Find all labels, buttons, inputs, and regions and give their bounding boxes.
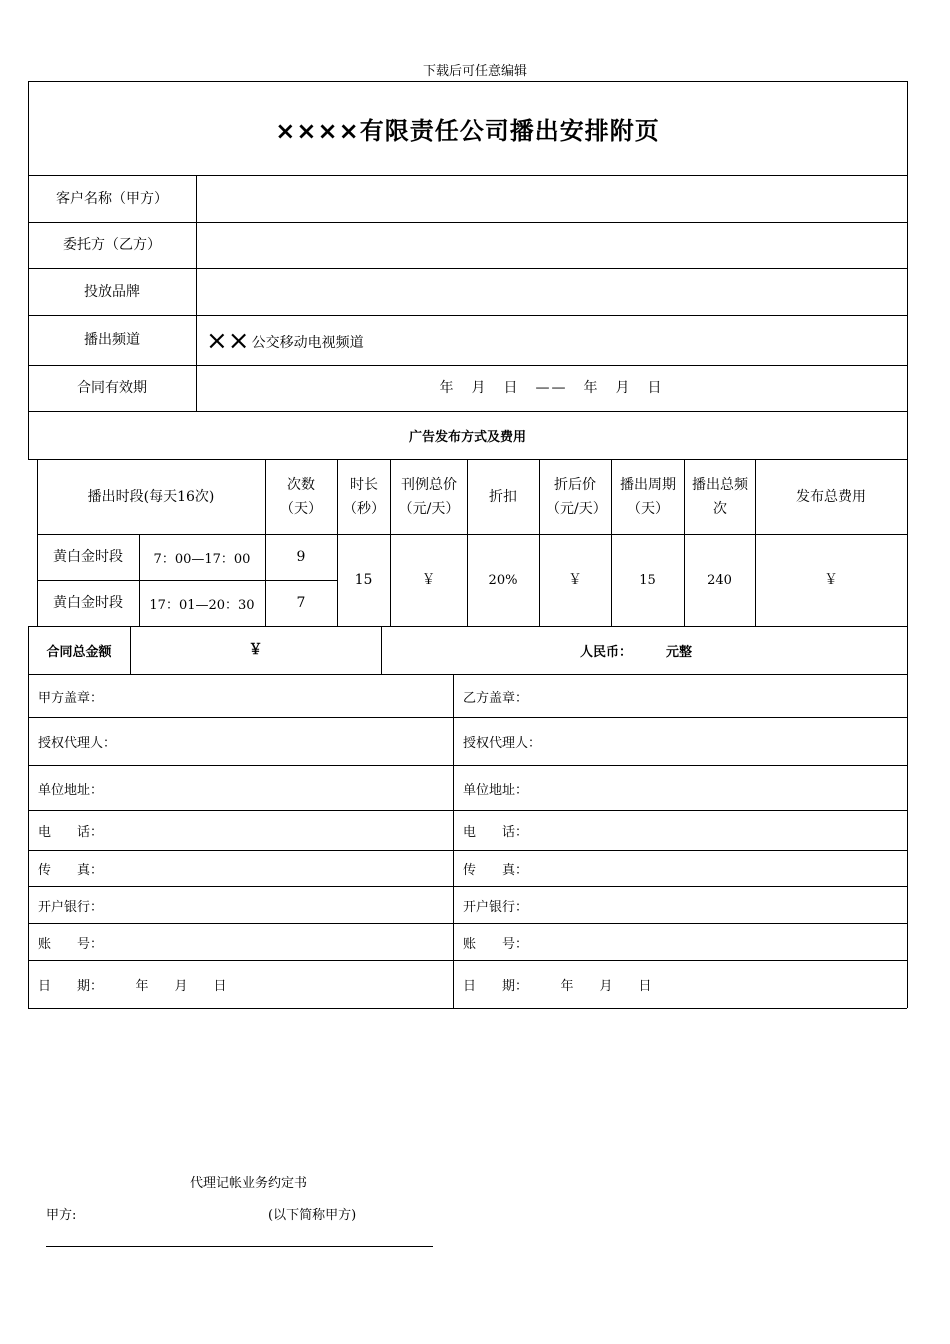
col-total-times: 播出总频次 [692, 476, 748, 517]
section-title: 广告发布方式及费用 [408, 430, 526, 445]
value-agent[interactable] [204, 223, 904, 268]
channel-name: 公交移动电视频道 [251, 335, 364, 352]
row2-slot: 黄白金时段 [53, 595, 123, 612]
value-brand[interactable] [204, 269, 904, 315]
party-a-date[interactable]: 日 期： 年 月 日 [38, 979, 227, 994]
footer-party-a-note: (以下简称甲方) [268, 1208, 357, 1223]
merged-total-times: 240 [707, 573, 732, 588]
merged-cycle: 15 [639, 573, 656, 588]
channel-prefix: ×× [206, 325, 250, 356]
rule [28, 1008, 907, 1009]
col-count: 次数（天） [280, 476, 322, 517]
page-title: ××××有限责任公司播出安排附页 [275, 117, 660, 145]
col-net-price: 折后价（元/天） [546, 476, 607, 517]
merged-list-price: ￥ [421, 572, 436, 589]
col-cycle: 播出周期（天） [620, 476, 676, 517]
footer-underline [46, 1246, 433, 1247]
col-period: 播出时段(每天16次) [87, 488, 215, 505]
party-b-fax[interactable]: 传 真： [463, 863, 529, 878]
rmb-suffix: 元整 [666, 645, 693, 660]
label-brand: 投放品牌 [84, 283, 140, 300]
party-a-phone[interactable]: 电 话： [38, 825, 104, 840]
col-list-price: 刊例总价（元/天） [398, 476, 460, 517]
col-total-fee: 发布总费用 [796, 488, 866, 505]
party-b-seal[interactable]: 乙方盖章： [463, 690, 529, 706]
row2-count: 7 [296, 595, 306, 612]
merged-net-price: ￥ [568, 572, 582, 589]
row1-slot: 黄白金时段 [53, 549, 123, 566]
rule [381, 626, 382, 674]
merged-duration: 15 [354, 572, 373, 589]
col-discount: 折扣 [489, 488, 517, 505]
party-b-bank[interactable]: 开户银行： [463, 899, 529, 915]
row1-count: 9 [296, 549, 306, 566]
party-b-address[interactable]: 单位地址： [463, 782, 529, 798]
total-value[interactable]: ￥ [248, 642, 263, 659]
party-a-seal[interactable]: 甲方盖章： [38, 690, 104, 706]
table-border-left-bottom [28, 626, 29, 1008]
label-valid-period: 合同有效期 [77, 380, 147, 397]
value-valid-period[interactable]: 年 月 日 —— 年 月 日 [439, 380, 664, 397]
table-border-right [907, 81, 908, 1008]
total-label: 合同总金额 [46, 645, 112, 660]
col-duration: 时长（秒） [343, 476, 385, 517]
party-b-date[interactable]: 日 期： 年 月 日 [463, 979, 652, 994]
value-client-name[interactable] [204, 176, 904, 222]
row2-time: 17：01—20：30 [149, 598, 255, 613]
party-b-phone[interactable]: 电 话： [463, 825, 529, 840]
party-a-bank[interactable]: 开户银行： [38, 899, 104, 915]
rmb-amount[interactable] [580, 627, 780, 674]
row1-time: 7：00—17：00 [153, 552, 251, 567]
merged-total-fee: ￥ [824, 572, 838, 589]
party-b-account[interactable]: 账 号： [463, 936, 529, 952]
label-agent: 委托方（乙方） [63, 237, 161, 254]
party-a-agent[interactable]: 授权代理人： [38, 736, 117, 751]
label-client-name: 客户名称（甲方） [56, 190, 168, 207]
party-a-fax[interactable]: 传 真： [38, 863, 104, 878]
footer-party-a: 甲方: [46, 1208, 77, 1223]
label-channel: 播出频道 [84, 332, 140, 349]
rmb-label: 人民币： [580, 645, 633, 660]
header-note: 下载后可任意编辑 [422, 63, 527, 79]
merged-discount: 20% [488, 573, 518, 588]
value-channel[interactable] [206, 316, 906, 365]
rule [453, 674, 454, 1008]
party-b-agent[interactable]: 授权代理人： [463, 736, 542, 751]
party-a-address[interactable]: 单位地址： [38, 782, 104, 798]
footer-heading: 代理记帐业务约定书 [190, 1176, 308, 1191]
party-a-account[interactable]: 账 号： [38, 936, 104, 952]
